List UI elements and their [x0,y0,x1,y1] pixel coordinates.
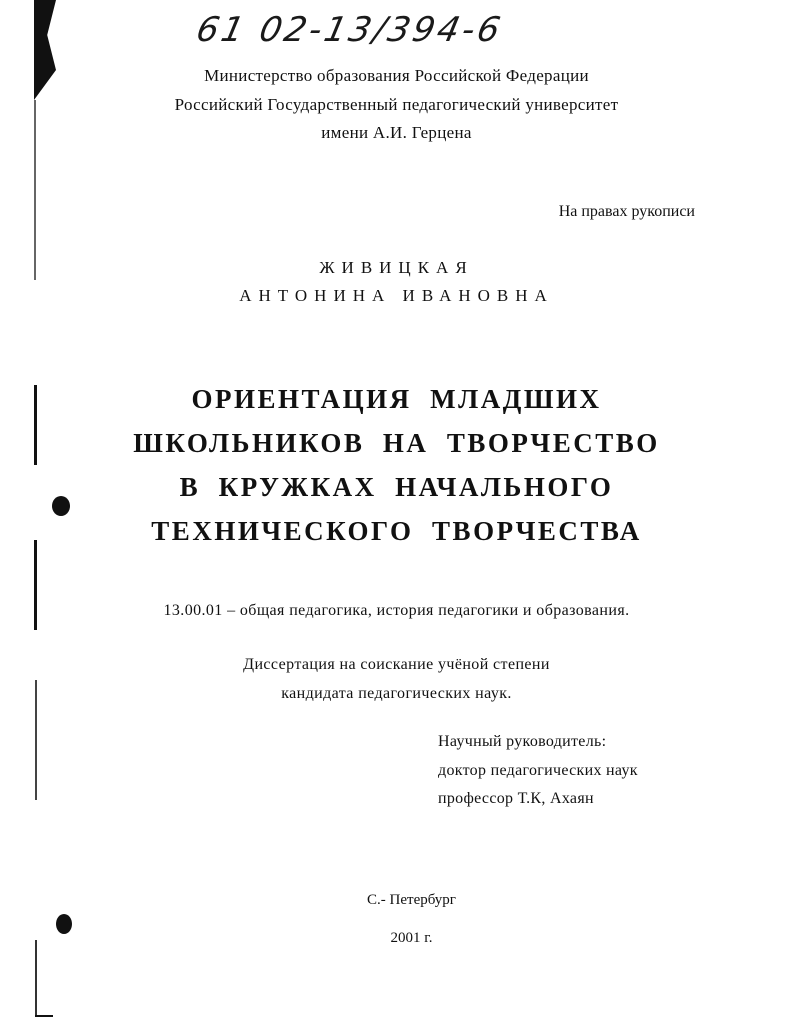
title-line-1: ОРИЕНТАЦИЯ МЛАДШИХ [191,384,602,414]
author-surname: ЖИВИЦКАЯ [319,258,474,277]
university-line: Российский Государственный педагогический университет [174,95,619,114]
year: 2001 г. [390,930,433,946]
title-line-3: В КРУЖКАХ НАЧАЛЬНОГО [179,472,614,502]
named-after-line: имени А.И. Герцена [321,123,472,142]
handwritten-archive-code: 61 02-13/394-6 [192,10,507,50]
supervisor-name: профессор Т.К, Ахаян [438,790,594,807]
author-name-patronymic: АНТОНИНА ИВАНОВНА [239,286,554,305]
dissertation-line-2: кандидата педагогических наук. [281,685,512,702]
dissertation-line-1: Диссертация на соискание учёной степени [243,656,550,673]
specialty-code: 13.00.01 – общая педагогика, история педагогики и образования. [163,602,630,619]
supervisor-label: Научный руководитель: [438,733,607,750]
title-line-4: ТЕХНИЧЕСКОГО ТВОРЧЕСТВА [151,516,642,546]
ministry-line: Министерство образования Российской Федерации [204,66,589,85]
scan-margin-line [35,940,37,1015]
title-line-2: ШКОЛЬНИКОВ НА ТВОРЧЕСТВО [133,428,660,458]
scan-margin-line [35,1015,53,1017]
manuscript-note: На правах рукописи [558,203,695,220]
city: С.- Петербург [367,892,456,908]
supervisor-degree: доктор педагогических наук [438,762,638,779]
